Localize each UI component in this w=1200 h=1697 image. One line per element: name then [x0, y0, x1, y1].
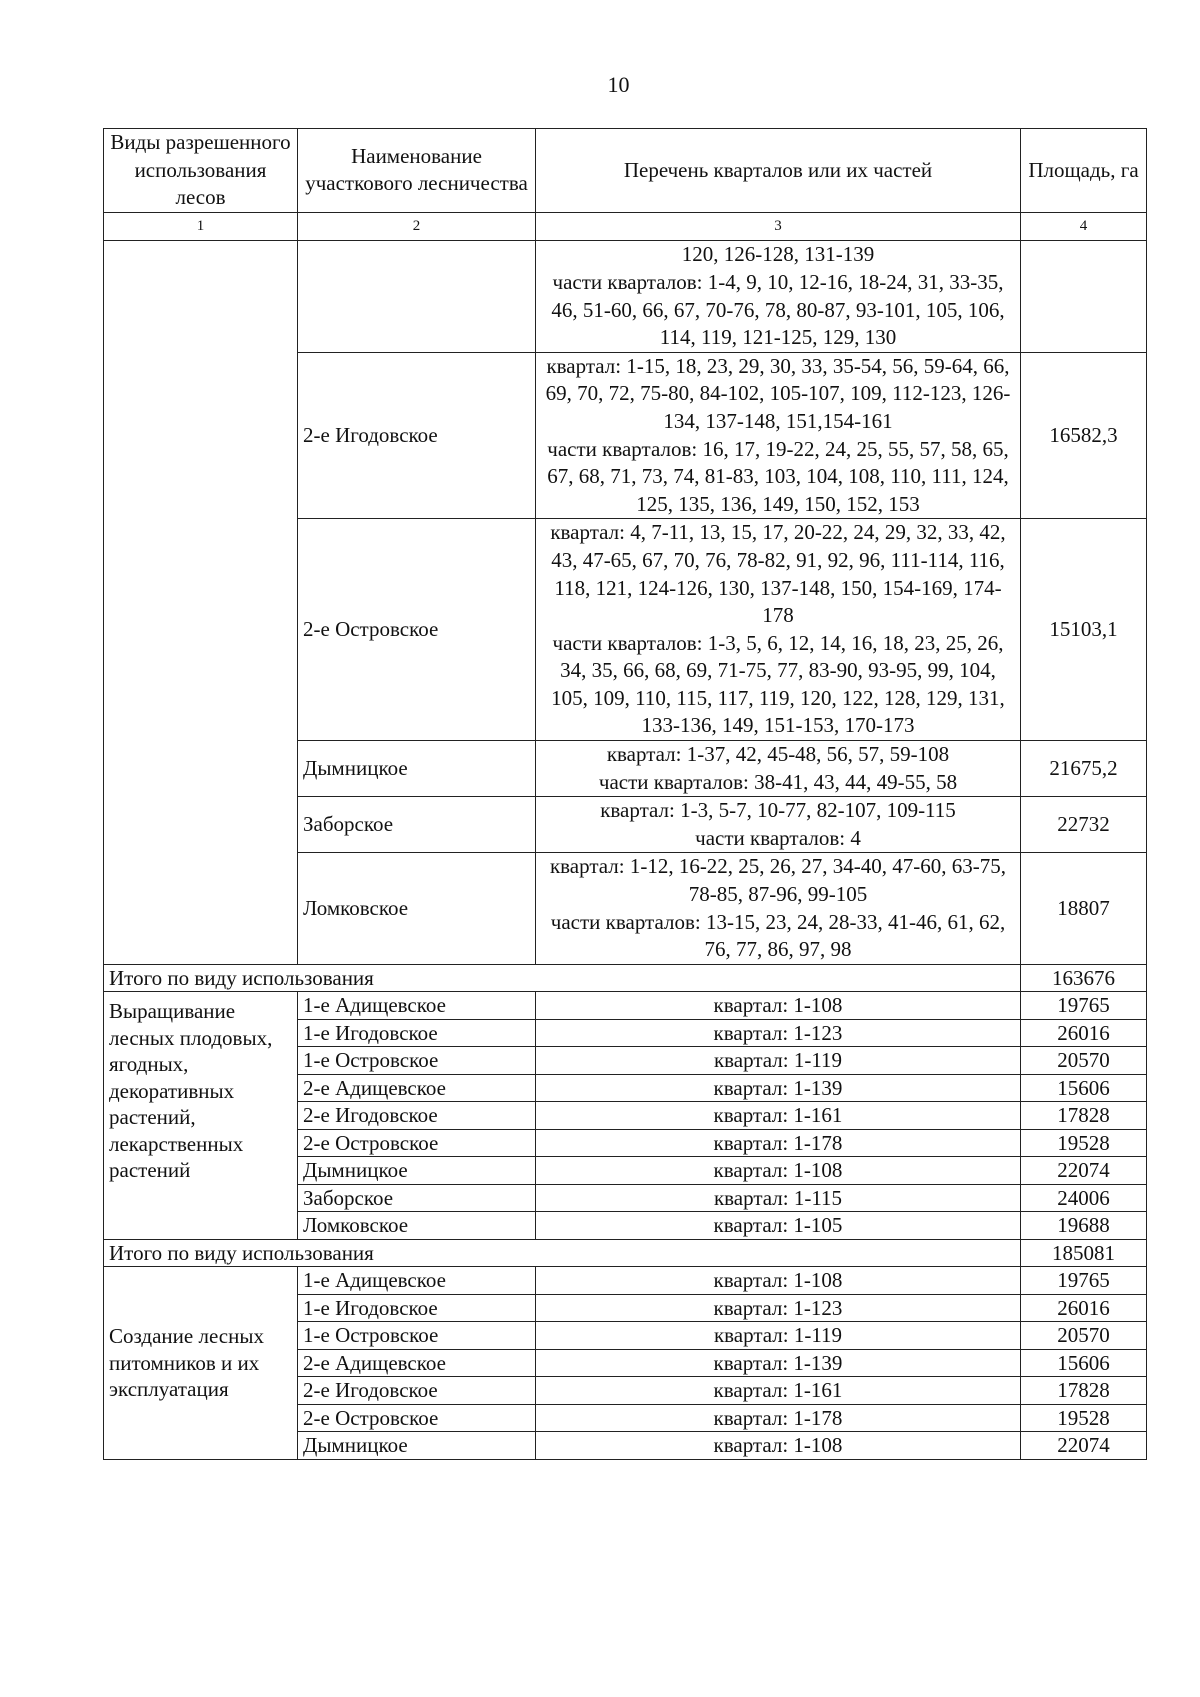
- area-value: 19765: [1021, 1267, 1147, 1295]
- blocks-text: квартал: 4, 7-11, 13, 15, 17, 20-22, 24, 29, 32, 33, 42, 43, 47-65, 67, 70, 76, 78-82, 91, 92, 96, 111-114, 116, 118, 121, 124-126, 130, 137-148, 150, 154-169, 174-178: [550, 520, 1006, 628]
- forestry-name: 1-е Островское: [298, 1047, 536, 1075]
- forestry-name: 1-е Игодовское: [298, 1294, 536, 1322]
- blocks-text: части кварталов: 16, 17, 19-22, 24, 25, 55, 57, 58, 65, 67, 68, 71, 73, 74, 81-83, 103, 104, 108, 110, 111, 124, 125, 135, 136, 149, 150, 152, 153: [547, 436, 1009, 516]
- blocks-text: квартал: 1-161: [536, 1377, 1021, 1405]
- blocks-text: части кварталов: 4: [695, 825, 861, 850]
- table-row: [104, 992, 1147, 1020]
- blocks-text: квартал: 1-108: [536, 1267, 1021, 1295]
- blocks-text: квартал: 1-119: [536, 1047, 1021, 1075]
- blocks-text: части кварталов: 13-15, 23, 24, 28-33, 41-46, 61, 62, 76, 77, 86, 97, 98: [550, 909, 1006, 962]
- area-value: 21675,2: [1021, 741, 1147, 797]
- area-value: 22074: [1021, 1432, 1147, 1460]
- blocks-text: квартал: 1-123: [536, 1019, 1021, 1047]
- blocks-text: квартал: 1-139: [536, 1349, 1021, 1377]
- blocks-text: квартал: 1-178: [536, 1129, 1021, 1157]
- blocks-text: квартал: 1-161: [536, 1102, 1021, 1130]
- blocks-text: квартал: 1-108: [536, 1157, 1021, 1185]
- forestry-name: 2-е Островское: [298, 1129, 536, 1157]
- table-row: [104, 1267, 1147, 1295]
- forestry-name: 2-е Адищевское: [298, 1349, 536, 1377]
- blocks-text: 120, 126-128, 131-139: [681, 242, 875, 267]
- area-value: [1021, 241, 1147, 352]
- area-value: 24006: [1021, 1184, 1147, 1212]
- forestry-name: 1-е Адищевское: [298, 1267, 536, 1295]
- column-number: 3: [536, 212, 1021, 241]
- column-number-row: [104, 212, 1147, 241]
- group1-body: [104, 241, 1147, 992]
- blocks-text: квартал: 1-15, 18, 23, 29, 30, 33, 35-54, 56, 59-64, 66, 69, 70, 72, 75-80, 84-102, 105-107, 109, 112-123, 126-134, 137-148, 151,154-161: [545, 353, 1011, 433]
- blocks-text: квартал: 1-3, 5-7, 10-77, 82-107, 109-115: [600, 798, 956, 823]
- header-blocks-list: Перечень кварталов или их частей: [536, 129, 1021, 213]
- area-value: 18807: [1021, 853, 1147, 964]
- forestry-name: 2-е Островское: [298, 519, 536, 741]
- column-number: 2: [298, 212, 536, 241]
- total-label: Итого по виду использования: [104, 964, 1021, 992]
- blocks-text: части кварталов: 38-41, 43, 44, 49-55, 58: [598, 769, 958, 794]
- area-value: 19688: [1021, 1212, 1147, 1240]
- area-value: 19528: [1021, 1404, 1147, 1432]
- total-label: Итого по виду использования: [104, 1239, 1021, 1267]
- blocks-text: квартал: 1-119: [536, 1322, 1021, 1350]
- forestry-name: 1-е Игодовское: [298, 1019, 536, 1047]
- forestry-name: 1-е Адищевское: [298, 992, 536, 1020]
- total-value: 163676: [1021, 964, 1147, 992]
- group3-body: [104, 1267, 1147, 1460]
- header-area: Площадь, га: [1021, 129, 1147, 213]
- blocks-cell: [536, 241, 1021, 352]
- blocks-text: квартал: 1-139: [536, 1074, 1021, 1102]
- forestry-name: Ломковское: [298, 853, 536, 964]
- blocks-text: квартал: 1-37, 42, 45-48, 56, 57, 59-108: [606, 742, 950, 767]
- forestry-name: 2-е Игодовское: [298, 352, 536, 519]
- group2-body: [104, 992, 1147, 1267]
- use-type-cell: Выращивание лесных плодовых, ягодных, декоративных растений, лекарственных растений: [104, 992, 298, 1240]
- blocks-cell: [536, 519, 1021, 741]
- blocks-cell: [536, 853, 1021, 964]
- forestry-name: 2-е Адищевское: [298, 1074, 536, 1102]
- area-value: 26016: [1021, 1294, 1147, 1322]
- blocks-cell: [536, 352, 1021, 519]
- area-value: 15606: [1021, 1074, 1147, 1102]
- area-value: 22074: [1021, 1157, 1147, 1185]
- blocks-text: квартал: 1-178: [536, 1404, 1021, 1432]
- forestry-name: Заборское: [298, 797, 536, 853]
- forestry-name: Дымницкое: [298, 741, 536, 797]
- area-value: 26016: [1021, 1019, 1147, 1047]
- area-value: 17828: [1021, 1377, 1147, 1405]
- forestry-name: 2-е Игодовское: [298, 1377, 536, 1405]
- total-row: [104, 1239, 1147, 1267]
- use-type-cell: Создание лесных питомников и их эксплуатация: [104, 1267, 298, 1460]
- area-value: 15606: [1021, 1349, 1147, 1377]
- blocks-text: квартал: 1-105: [536, 1212, 1021, 1240]
- area-value: 19528: [1021, 1129, 1147, 1157]
- area-value: 22732: [1021, 797, 1147, 853]
- area-value: 20570: [1021, 1322, 1147, 1350]
- blocks-text: квартал: 1-108: [536, 1432, 1021, 1460]
- use-type-cell: [104, 241, 298, 964]
- column-number: 1: [104, 212, 298, 241]
- blocks-text: квартал: 1-108: [536, 992, 1021, 1020]
- header-forestry-name: Наименование участкового лесничества: [298, 129, 536, 213]
- header-use-type: Виды разрешенного использования лесов: [104, 129, 298, 213]
- blocks-cell: [536, 741, 1021, 797]
- area-value: 15103,1: [1021, 519, 1147, 741]
- blocks-text: квартал: 1-123: [536, 1294, 1021, 1322]
- forestry-name: Дымницкое: [298, 1432, 536, 1460]
- forestry-name: Ломковское: [298, 1212, 536, 1240]
- area-value: 19765: [1021, 992, 1147, 1020]
- total-value: 185081: [1021, 1239, 1147, 1267]
- forestry-name: Заборское: [298, 1184, 536, 1212]
- area-value: 17828: [1021, 1102, 1147, 1130]
- forestry-name: 2-е Игодовское: [298, 1102, 536, 1130]
- column-number: 4: [1021, 212, 1147, 241]
- blocks-cell: [536, 797, 1021, 853]
- page-number: 10: [607, 72, 630, 97]
- forestry-name: 1-е Островское: [298, 1322, 536, 1350]
- blocks-text: квартал: 1-115: [536, 1184, 1021, 1212]
- forest-use-table: [103, 128, 1147, 1460]
- forestry-name: [298, 241, 536, 352]
- blocks-text: части кварталов: 1-4, 9, 10, 12-16, 18-24, 31, 33-35, 46, 51-60, 66, 67, 70-76, 78, 80-87, 93-101, 105, 106, 114, 119, 121-125, 129, 130: [551, 269, 1005, 350]
- blocks-text: квартал: 1-12, 16-22, 25, 26, 27, 34-40, 47-60, 63-75, 78-85, 87-96, 99-105: [549, 854, 1007, 907]
- blocks-text: части кварталов: 1-3, 5, 6, 12, 14, 16, 18, 23, 25, 26, 34, 35, 66, 68, 69, 71-75, 77, 83-90, 93-95, 99, 104, 105, 109, 110, 115, 117, 119, 120, 122, 128, 129, 131, 133-136, 149, 151-153, 170-173: [551, 630, 1005, 738]
- table-header-row: [104, 129, 1147, 213]
- area-value: 16582,3: [1021, 352, 1147, 519]
- area-value: 20570: [1021, 1047, 1147, 1075]
- forestry-name: 2-е Островское: [298, 1404, 536, 1432]
- total-row: [104, 964, 1147, 992]
- table-row: [104, 241, 1147, 352]
- forestry-name: Дымницкое: [298, 1157, 536, 1185]
